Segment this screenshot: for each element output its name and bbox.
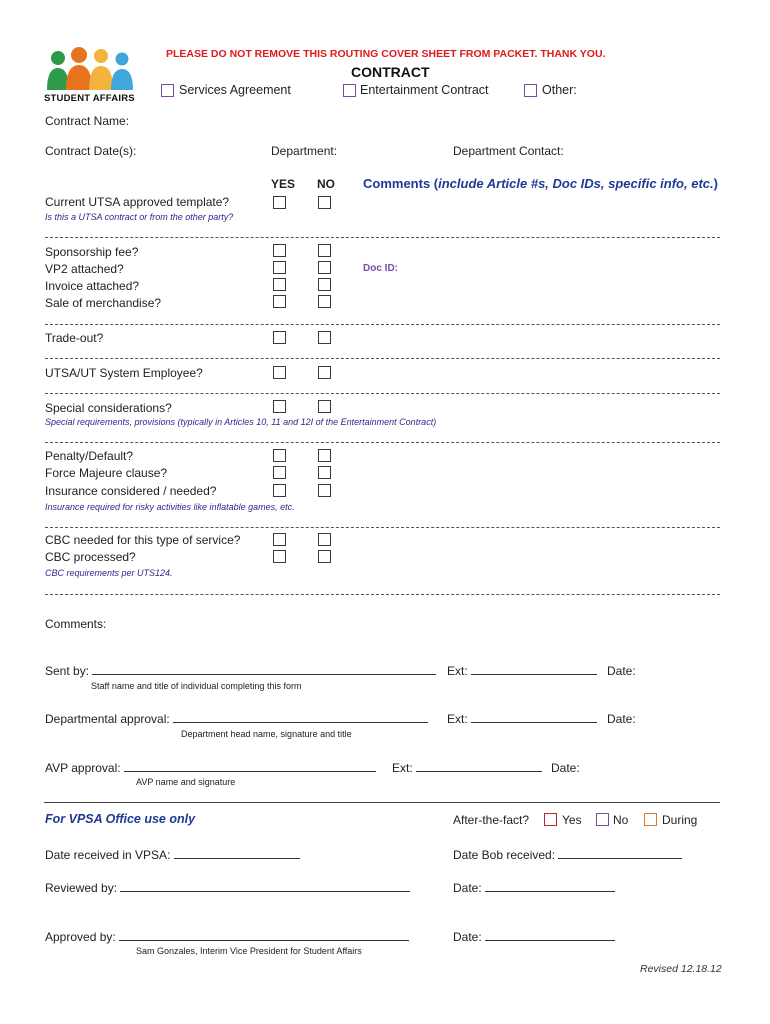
divider (45, 527, 720, 528)
date-received-field[interactable] (174, 848, 300, 859)
comments-header-suffix: ) (713, 176, 718, 191)
question-vp2-attached: VP2 attached? (45, 262, 124, 276)
sent-by-ext-label: Ext: (447, 664, 468, 678)
dept-approval-label: Departmental approval: (45, 712, 170, 726)
insurance-no-checkbox[interactable] (318, 484, 331, 497)
approved-by-row (45, 930, 409, 944)
office-title: For VPSA Office use only (45, 812, 196, 826)
approved-by-field[interactable] (119, 930, 409, 941)
avp-approval-field[interactable] (124, 761, 376, 772)
comments-header-italic: include Article #s, Doc IDs, specific info, etc. (438, 176, 714, 191)
avp-ext-label: Ext: (392, 761, 413, 775)
question-current-template: Current UTSA approved template? (45, 195, 230, 209)
cbc-processed-yes-checkbox[interactable] (273, 550, 286, 563)
approved-date-label: Date: (453, 930, 482, 944)
question-trade-out: Trade-out? (45, 331, 104, 345)
services-agreement-label: Services Agreement (179, 83, 291, 97)
other-label: Other: (542, 83, 577, 97)
entertainment-contract-label: Entertainment Contract (360, 83, 489, 97)
dept-ext-row (447, 712, 597, 726)
merchandise-yes-checkbox[interactable] (273, 295, 286, 308)
date-bob-label: Date Bob received: (453, 848, 556, 862)
penalty-no-checkbox[interactable] (318, 449, 331, 462)
logo-text: STUDENT AFFAIRS (44, 93, 135, 104)
after-fact-during-checkbox[interactable] (644, 813, 657, 826)
reviewed-date-label: Date: (453, 881, 482, 895)
services-agreement-checkbox[interactable] (161, 84, 174, 97)
dept-approval-field[interactable] (173, 712, 428, 723)
approved-date-row (453, 930, 615, 944)
question-cbc-needed: CBC needed for this type of service? (45, 533, 241, 547)
divider (45, 594, 720, 595)
avp-ext-row (392, 761, 542, 775)
note-current-template: Is this a UTSA contract or from the other party? (45, 212, 234, 222)
reviewed-date-field[interactable] (485, 881, 615, 892)
cbc-needed-no-checkbox[interactable] (318, 533, 331, 546)
date-bob-row (453, 848, 682, 862)
avp-date-label: Date: (551, 761, 580, 775)
sent-by-label: Sent by: (45, 664, 90, 678)
employee-no-checkbox[interactable] (318, 366, 331, 379)
avp-ext-field[interactable] (416, 761, 542, 772)
sponsorship-no-checkbox[interactable] (318, 244, 331, 257)
trade-out-yes-checkbox[interactable] (273, 331, 286, 344)
reviewed-by-label: Reviewed by: (45, 881, 118, 895)
divider (45, 324, 720, 325)
avp-caption: AVP name and signature (136, 777, 236, 787)
after-the-fact-label: After-the-fact? (453, 813, 530, 827)
comments-header-prefix: Comments ( (363, 176, 439, 191)
merchandise-no-checkbox[interactable] (318, 295, 331, 308)
date-bob-field[interactable] (558, 848, 682, 859)
sent-by-field[interactable] (92, 664, 436, 675)
approved-by-label: Approved by: (45, 930, 116, 944)
question-penalty: Penalty/Default? (45, 449, 134, 463)
after-fact-no-label: No (613, 813, 629, 827)
divider (45, 237, 720, 238)
sent-by-caption: Staff name and title of individual completing this form (91, 681, 302, 691)
sent-by-row (45, 664, 436, 678)
question-sponsorship-fee: Sponsorship fee? (45, 245, 139, 259)
yes-column-header: YES (271, 177, 296, 191)
revised-date: Revised 12.18.12 (640, 963, 722, 975)
reviewed-date-row (453, 881, 615, 895)
note-insurance: Insurance required for risky activities like inflatable games, etc. (45, 502, 295, 512)
comments-label: Comments: (45, 617, 107, 631)
question-cbc-processed: CBC processed? (45, 550, 136, 564)
date-received-label: Date received in VPSA: (45, 848, 171, 862)
approved-date-field[interactable] (485, 930, 615, 941)
contract-title: CONTRACT (351, 64, 430, 80)
after-fact-no-checkbox[interactable] (596, 813, 609, 826)
department-label: Department: (271, 144, 338, 158)
special-no-checkbox[interactable] (318, 400, 331, 413)
divider (45, 358, 720, 359)
note-special-considerations: Special requirements, provisions (typically in Articles 10, 11 and 12I of the Entertainment Contract) (45, 417, 437, 427)
comments-column-header (363, 176, 718, 191)
trade-out-no-checkbox[interactable] (318, 331, 331, 344)
question-insurance: Insurance considered / needed? (45, 484, 217, 498)
after-fact-yes-checkbox[interactable] (544, 813, 557, 826)
department-contact-label: Department Contact: (453, 144, 564, 158)
dept-caption: Department head name, signature and title (181, 729, 352, 739)
dept-approval-row (45, 712, 428, 726)
sent-by-ext-row (447, 664, 597, 678)
force-majeure-yes-checkbox[interactable] (273, 466, 286, 479)
current-template-no-checkbox[interactable] (318, 196, 331, 209)
divider (45, 442, 720, 443)
invoice-no-checkbox[interactable] (318, 278, 331, 291)
signer-caption: Sam Gonzales, Interim Vice President for Student Affairs (136, 946, 362, 956)
vp2-no-checkbox[interactable] (318, 261, 331, 274)
question-sale-merchandise: Sale of merchandise? (45, 296, 162, 310)
special-yes-checkbox[interactable] (273, 400, 286, 413)
sponsorship-yes-checkbox[interactable] (273, 244, 286, 257)
current-template-yes-checkbox[interactable] (273, 196, 286, 209)
question-special-considerations: Special considerations? (45, 401, 172, 415)
force-majeure-no-checkbox[interactable] (318, 466, 331, 479)
dept-date-label: Date: (607, 712, 636, 726)
contract-name-label: Contract Name: (45, 114, 130, 128)
divider (45, 393, 720, 394)
reviewed-by-field[interactable] (120, 881, 410, 892)
employee-yes-checkbox[interactable] (273, 366, 286, 379)
people-logo-icon (44, 46, 138, 90)
penalty-yes-checkbox[interactable] (273, 449, 286, 462)
date-received-row (45, 848, 300, 862)
dept-ext-label: Ext: (447, 712, 468, 726)
reviewed-by-row (45, 881, 410, 895)
question-invoice-attached: Invoice attached? (45, 279, 140, 293)
sent-by-date-label: Date: (607, 664, 636, 678)
routing-notice: PLEASE DO NOT REMOVE THIS ROUTING COVER SHEET FROM PACKET. THANK YOU. (166, 48, 606, 60)
after-fact-during-label: During (662, 813, 698, 827)
insurance-yes-checkbox[interactable] (273, 484, 286, 497)
student-affairs-logo (44, 46, 138, 102)
doc-id-label: Doc ID: (363, 263, 398, 274)
cbc-processed-no-checkbox[interactable] (318, 550, 331, 563)
sent-by-ext-field[interactable] (471, 664, 597, 675)
dept-ext-field[interactable] (471, 712, 597, 723)
entertainment-contract-checkbox[interactable] (343, 84, 356, 97)
no-column-header: NO (317, 177, 335, 191)
other-checkbox[interactable] (524, 84, 537, 97)
contract-dates-label: Contract Date(s): (45, 144, 137, 158)
office-divider (44, 802, 720, 803)
after-fact-yes-label: Yes (562, 813, 582, 827)
invoice-yes-checkbox[interactable] (273, 278, 286, 291)
question-employee: UTSA/UT System Employee? (45, 366, 203, 380)
avp-approval-row (45, 761, 376, 775)
note-cbc: CBC requirements per UTS124. (45, 568, 173, 578)
cbc-needed-yes-checkbox[interactable] (273, 533, 286, 546)
vp2-yes-checkbox[interactable] (273, 261, 286, 274)
question-force-majeure: Force Majeure clause? (45, 466, 168, 480)
avp-approval-label: AVP approval: (45, 761, 121, 775)
